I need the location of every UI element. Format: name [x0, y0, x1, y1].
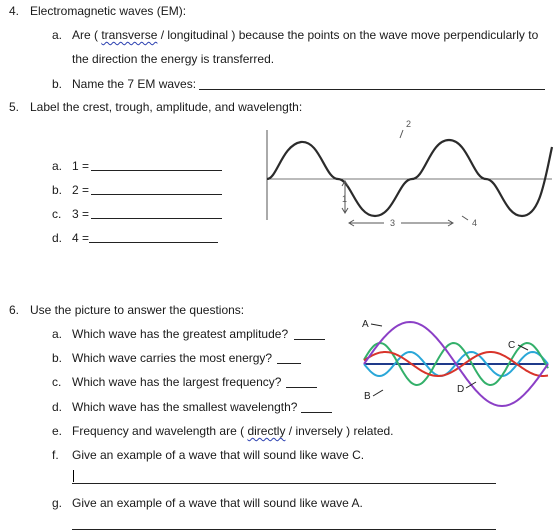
diagram-label-1: 1: [342, 194, 348, 204]
label-a-pointer: [371, 324, 382, 326]
q5c-letter: c.: [52, 207, 62, 221]
q6d-answer-line[interactable]: [301, 401, 332, 413]
q6f-letter: f.: [52, 448, 59, 462]
wave-diagram: [262, 112, 558, 230]
q4a-line2: the direction the energy is transferred.: [72, 52, 275, 66]
q6c-letter: c.: [52, 375, 62, 389]
q6d-text: Which wave has the smallest wavelength?: [72, 400, 298, 414]
q6a-answer-line[interactable]: [294, 328, 325, 340]
label-d: D: [457, 384, 465, 395]
q5c-label: 3 =: [72, 207, 90, 221]
q4b-answer-line[interactable]: [199, 78, 545, 90]
q5d-answer-line[interactable]: [89, 231, 218, 243]
q6c-answer-line[interactable]: [286, 376, 317, 388]
q6b-letter: b.: [52, 351, 63, 365]
q5-question: Label the crest, trough, amplitude, and wavelength:: [30, 100, 303, 114]
q5a-letter: a.: [52, 159, 63, 173]
crest-pointer: [400, 130, 403, 138]
diagram-label-3: 3: [390, 218, 396, 228]
q5c-answer-line[interactable]: [91, 207, 222, 219]
q6-question: Use the picture to answer the questions:: [30, 303, 245, 317]
q4a-answer-word: transverse: [101, 28, 158, 42]
q4b-text: Name the 7 EM waves:: [72, 77, 197, 91]
q5b-letter: b.: [52, 183, 63, 197]
text-cursor: [73, 470, 74, 482]
diagram-label-2: 2: [406, 119, 412, 129]
q6e-letter: e.: [52, 424, 63, 438]
four-wave-diagram: [356, 310, 554, 414]
label-a: A: [362, 319, 369, 330]
q4-question: Electromagnetic waves (EM):: [30, 4, 187, 18]
label-d-pointer: [466, 382, 476, 388]
label-c: C: [508, 340, 516, 351]
q4-number: 4.: [9, 4, 20, 18]
label-b-pointer: [373, 390, 383, 396]
q6f-text: Give an example of a wave that will sound like wave C.: [72, 448, 365, 462]
q5b-answer-line[interactable]: [91, 183, 222, 195]
q4b-letter: b.: [52, 77, 63, 91]
q6e-answer-word: directly: [247, 424, 286, 438]
q5-number: 5.: [9, 100, 20, 114]
diagram-label-4: 4: [472, 218, 478, 228]
q5a-label: 1 =: [72, 159, 90, 173]
q5d-letter: d.: [52, 231, 63, 245]
q6g-answer-line[interactable]: [72, 518, 496, 530]
q5a-answer-line[interactable]: [91, 159, 222, 171]
q6e-text: Frequency and wavelength are ( directly / inversely ) related.: [72, 424, 394, 438]
q6a-text: Which wave has the greatest amplitude?: [72, 327, 289, 341]
q6d-letter: d.: [52, 400, 63, 414]
label-b: B: [364, 391, 371, 402]
q5b-label: 2 =: [72, 183, 90, 197]
q4a-letter: a.: [52, 28, 63, 42]
q5d-label: 4 =: [72, 231, 90, 245]
q6c-text: Which wave has the largest frequency?: [72, 375, 282, 389]
q6b-answer-line[interactable]: [277, 352, 301, 364]
trough-pointer: [462, 216, 468, 220]
q6a-letter: a.: [52, 327, 63, 341]
q6f-answer-line[interactable]: [72, 469, 496, 484]
sine-wave: [267, 140, 552, 216]
q6b-text: Which wave carries the most energy?: [72, 351, 273, 365]
q6g-text: Give an example of a wave that will sound like wave A.: [72, 496, 363, 510]
q6g-letter: g.: [52, 496, 63, 510]
q6-number: 6.: [9, 303, 20, 317]
q4a-text: Are ( transverse / longitudinal ) because the points on the wave move perpendicularly to: [72, 28, 539, 42]
